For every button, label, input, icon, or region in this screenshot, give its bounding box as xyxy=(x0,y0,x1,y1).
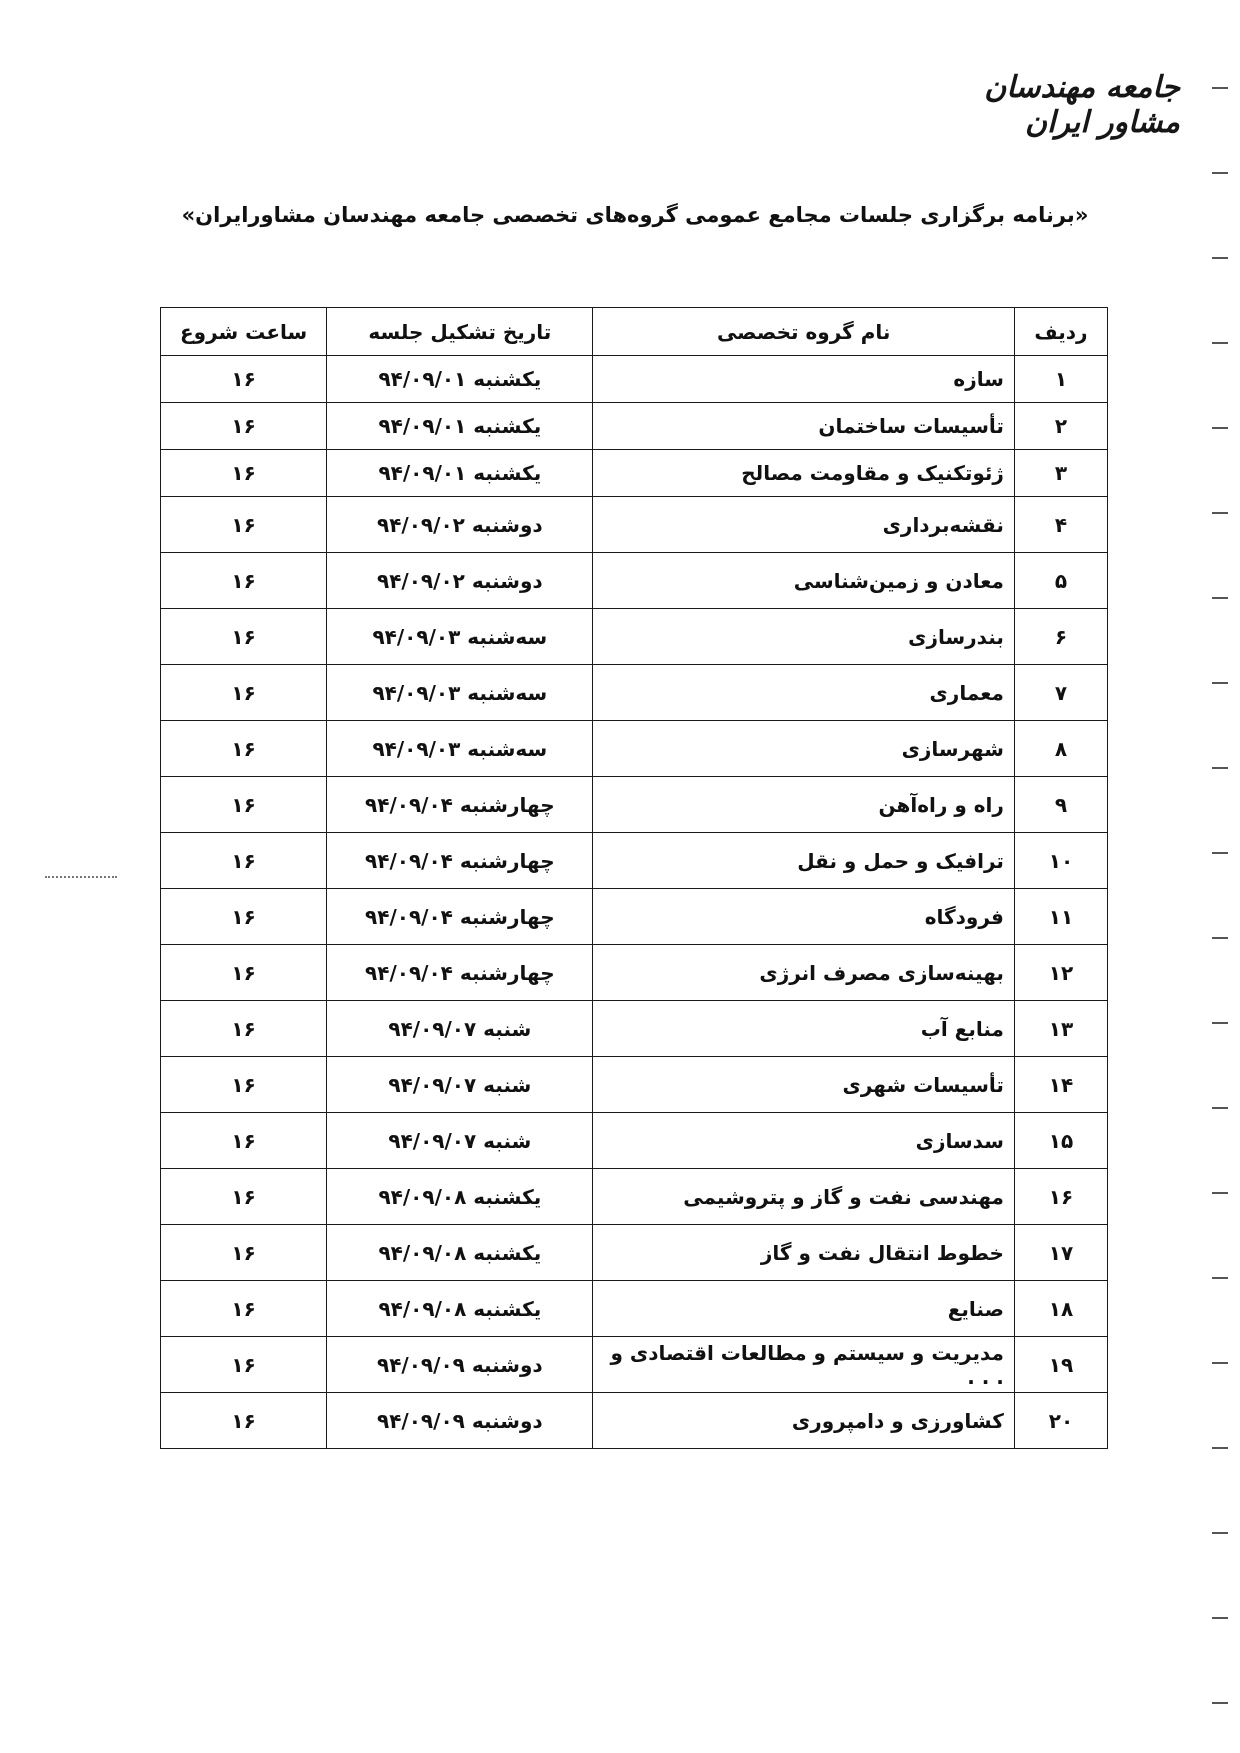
session-date: چهارشنبه ۹۴/۰۹/۰۴ xyxy=(327,945,593,1001)
start-time: ۱۶ xyxy=(161,450,327,497)
col-header-date: تاریخ تشکیل جلسه xyxy=(327,308,593,356)
start-time: ۱۶ xyxy=(161,356,327,403)
margin-dash xyxy=(1212,682,1228,684)
table-row xyxy=(161,497,1108,553)
session-date: چهارشنبه ۹۴/۰۹/۰۴ xyxy=(327,777,593,833)
schedule-table xyxy=(160,307,1108,1449)
row-number: ۱۹ xyxy=(1014,1337,1107,1393)
group-name: تأسیسات ساختمان xyxy=(593,403,1014,450)
row-number: ۷ xyxy=(1014,665,1107,721)
session-date: یکشنبه ۹۴/۰۹/۰۱ xyxy=(327,356,593,403)
group-name: بهینه‌سازی مصرف انرژی xyxy=(593,945,1014,1001)
start-time: ۱۶ xyxy=(161,1281,327,1337)
table-row xyxy=(161,1337,1108,1393)
logo: جامعه مهندسان مشاور ایران xyxy=(984,70,1180,140)
margin-dash xyxy=(1212,1192,1228,1194)
start-time: ۱۶ xyxy=(161,1001,327,1057)
session-date: یکشنبه ۹۴/۰۹/۰۱ xyxy=(327,450,593,497)
margin-dash xyxy=(1212,597,1228,599)
group-name: سازه xyxy=(593,356,1014,403)
table-row xyxy=(161,1393,1108,1449)
table-row xyxy=(161,945,1108,1001)
start-time: ۱۶ xyxy=(161,1169,327,1225)
row-number: ۴ xyxy=(1014,497,1107,553)
margin-dash xyxy=(1212,512,1228,514)
row-number: ۵ xyxy=(1014,553,1107,609)
session-date: شنبه ۹۴/۰۹/۰۷ xyxy=(327,1057,593,1113)
group-name: معادن و زمین‌شناسی xyxy=(593,553,1014,609)
row-number: ۲ xyxy=(1014,403,1107,450)
table-row xyxy=(161,609,1108,665)
group-name: فرودگاه xyxy=(593,889,1014,945)
col-header-row-number: ردیف xyxy=(1014,308,1107,356)
table-row xyxy=(161,665,1108,721)
table-row xyxy=(161,1113,1108,1169)
group-name: خطوط انتقال نفت و گاز xyxy=(593,1225,1014,1281)
margin-dash xyxy=(1212,937,1228,939)
start-time: ۱۶ xyxy=(161,553,327,609)
row-number: ۱۴ xyxy=(1014,1057,1107,1113)
row-number: ۱۲ xyxy=(1014,945,1107,1001)
row-number: ۱۳ xyxy=(1014,1001,1107,1057)
row-number: ۳ xyxy=(1014,450,1107,497)
row-number: ۸ xyxy=(1014,721,1107,777)
start-time: ۱۶ xyxy=(161,403,327,450)
row-number: ۱۶ xyxy=(1014,1169,1107,1225)
row-number: ۹ xyxy=(1014,777,1107,833)
session-date: یکشنبه ۹۴/۰۹/۰۸ xyxy=(327,1281,593,1337)
table-row xyxy=(161,777,1108,833)
margin-dash xyxy=(1212,1362,1228,1364)
start-time: ۱۶ xyxy=(161,1225,327,1281)
group-name: منابع آب xyxy=(593,1001,1014,1057)
margin-dash xyxy=(1212,257,1228,259)
margin-dash xyxy=(1212,1277,1228,1279)
group-name: بندرسازی xyxy=(593,609,1014,665)
row-number: ۱۰ xyxy=(1014,833,1107,889)
table-row xyxy=(161,889,1108,945)
session-date: سه‌شنبه ۹۴/۰۹/۰۳ xyxy=(327,609,593,665)
margin-dash xyxy=(1212,1702,1228,1704)
margin-dash xyxy=(1212,1447,1228,1449)
margin-dash xyxy=(1212,1022,1228,1024)
group-name: کشاورزی و دامپروری xyxy=(593,1393,1014,1449)
start-time: ۱۶ xyxy=(161,889,327,945)
start-time: ۱۶ xyxy=(161,721,327,777)
group-name: ترافیک و حمل و نقل xyxy=(593,833,1014,889)
session-date: یکشنبه ۹۴/۰۹/۰۸ xyxy=(327,1225,593,1281)
table-row xyxy=(161,1169,1108,1225)
start-time: ۱۶ xyxy=(161,1113,327,1169)
margin-dash xyxy=(1212,172,1228,174)
margin-dash xyxy=(1212,427,1228,429)
start-time: ۱۶ xyxy=(161,1057,327,1113)
table-row xyxy=(161,356,1108,403)
session-date: چهارشنبه ۹۴/۰۹/۰۴ xyxy=(327,889,593,945)
start-time: ۱۶ xyxy=(161,945,327,1001)
table-row xyxy=(161,1281,1108,1337)
session-date: یکشنبه ۹۴/۰۹/۰۱ xyxy=(327,403,593,450)
table-row xyxy=(161,833,1108,889)
group-name: نقشه‌برداری xyxy=(593,497,1014,553)
group-name: شهرسازی xyxy=(593,721,1014,777)
col-header-start-time: ساعت شروع xyxy=(161,308,327,356)
margin-dash xyxy=(1212,87,1228,89)
row-number: ۱۵ xyxy=(1014,1113,1107,1169)
row-number: ۲۰ xyxy=(1014,1393,1107,1449)
session-date: دوشنبه ۹۴/۰۹/۰۹ xyxy=(327,1393,593,1449)
session-date: دوشنبه ۹۴/۰۹/۰۲ xyxy=(327,553,593,609)
margin-dash xyxy=(1212,342,1228,344)
table-row xyxy=(161,1001,1108,1057)
start-time: ۱۶ xyxy=(161,665,327,721)
row-number: ۱۸ xyxy=(1014,1281,1107,1337)
group-name: ژئوتکنیک و مقاومت مصالح xyxy=(593,450,1014,497)
group-name: تأسیسات شهری xyxy=(593,1057,1014,1113)
document-title: «برنامه برگزاری جلسات مجامع عمومی گروه‌های تخصصی جامعه مهندسان مشاورایران» xyxy=(181,203,1089,227)
table-row xyxy=(161,721,1108,777)
table-row xyxy=(161,553,1108,609)
session-date: سه‌شنبه ۹۴/۰۹/۰۳ xyxy=(327,665,593,721)
group-name: مهندسی نفت و گاز و پتروشیمی xyxy=(593,1169,1014,1225)
session-date: شنبه ۹۴/۰۹/۰۷ xyxy=(327,1113,593,1169)
row-number: ۱۱ xyxy=(1014,889,1107,945)
session-date: یکشنبه ۹۴/۰۹/۰۸ xyxy=(327,1169,593,1225)
margin-dash xyxy=(1212,1617,1228,1619)
session-date: دوشنبه ۹۴/۰۹/۰۲ xyxy=(327,497,593,553)
group-name: راه و راه‌آهن xyxy=(593,777,1014,833)
group-name: مدیریت و سیستم و مطالعات اقتصادی و . . . xyxy=(593,1337,1014,1393)
margin-dash xyxy=(1212,852,1228,854)
start-time: ۱۶ xyxy=(161,777,327,833)
table-row xyxy=(161,403,1108,450)
scan-mark xyxy=(45,876,117,878)
session-date: شنبه ۹۴/۰۹/۰۷ xyxy=(327,1001,593,1057)
table-row xyxy=(161,450,1108,497)
start-time: ۱۶ xyxy=(161,1337,327,1393)
row-number: ۱۷ xyxy=(1014,1225,1107,1281)
row-number: ۶ xyxy=(1014,609,1107,665)
col-header-group-name: نام گروه تخصصی xyxy=(593,308,1014,356)
table-header-row xyxy=(161,308,1108,356)
start-time: ۱۶ xyxy=(161,1393,327,1449)
group-name: صنایع xyxy=(593,1281,1014,1337)
start-time: ۱۶ xyxy=(161,833,327,889)
session-date: دوشنبه ۹۴/۰۹/۰۹ xyxy=(327,1337,593,1393)
margin-dash xyxy=(1212,767,1228,769)
table-row xyxy=(161,1225,1108,1281)
start-time: ۱۶ xyxy=(161,497,327,553)
row-number: ۱ xyxy=(1014,356,1107,403)
session-date: چهارشنبه ۹۴/۰۹/۰۴ xyxy=(327,833,593,889)
group-name: سدسازی xyxy=(593,1113,1014,1169)
start-time: ۱۶ xyxy=(161,609,327,665)
session-date: سه‌شنبه ۹۴/۰۹/۰۳ xyxy=(327,721,593,777)
margin-dash xyxy=(1212,1107,1228,1109)
margin-dash xyxy=(1212,1532,1228,1534)
group-name: معماری xyxy=(593,665,1014,721)
table-row xyxy=(161,1057,1108,1113)
